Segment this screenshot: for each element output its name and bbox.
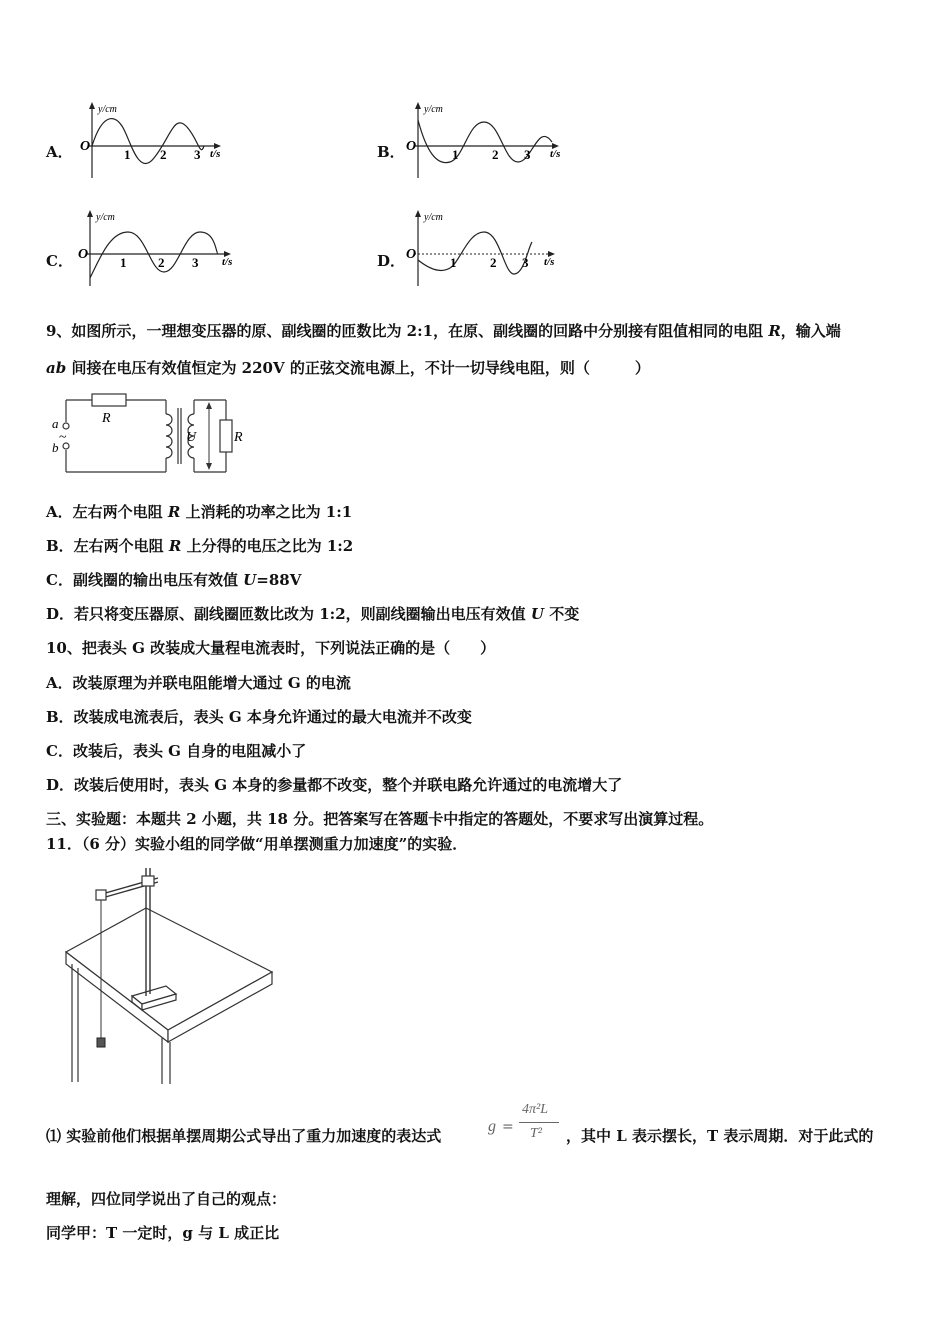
label-r1: R [102, 411, 111, 426]
q11-student-a: 同学甲：T 一定时，g 与 L 成正比 [46, 1224, 280, 1242]
formula-numerator: 4π²L [522, 1102, 548, 1117]
terminal-a [63, 423, 69, 429]
primary-resistor [92, 394, 126, 406]
label-a: a [52, 416, 59, 431]
pendulum-bob [97, 1038, 105, 1047]
q10-option-a: A．改装原理为并联电阻能增大通过 G 的电流 [46, 674, 351, 692]
option-text: D．若只将变压器原、副线圈匝数比改为 1:2，则副线圈输出电压有效值 [46, 605, 531, 623]
option-text-end: 上消耗的功率之比为 1:1 [180, 503, 353, 521]
y-axis-label: y/cm [96, 212, 115, 223]
wave-graph-b [404, 100, 574, 180]
option-text-end: 上分得的电压之比为 1:2 [181, 537, 354, 555]
q9-var-ab: ab [46, 359, 67, 377]
tick-3: 3 [194, 147, 201, 162]
tick-3: 3 [192, 255, 199, 270]
q10-option-b: B．改装成电流表后，表头 G 本身允许通过的最大电流并不改变 [46, 708, 472, 726]
q10-option-c: C．改装后，表头 G 自身的电阻减小了 [46, 742, 307, 760]
option-text: B．左右两个电阻 [46, 537, 169, 555]
y-axis-arrow [87, 210, 93, 217]
wave-graph-c [76, 208, 246, 288]
y-axis-arrow [89, 102, 95, 109]
q11-part1-line1 [46, 1125, 441, 1146]
y-axis-label: y/cm [424, 104, 443, 115]
tick-1: 1 [450, 255, 457, 270]
formula-g: g [488, 1118, 496, 1135]
q9-option-c [46, 569, 301, 590]
option-var: U [530, 605, 544, 623]
option-text-end: 不变 [543, 605, 580, 623]
wave-curve [418, 232, 532, 274]
q11-stem: 11．（6 分）实验小组的同学做“用单摆测重力加速度”的实验． [46, 835, 468, 853]
q9-stem-line2 [46, 357, 650, 378]
y-axis-arrow [415, 102, 421, 109]
x-axis-label: t/s [222, 256, 233, 268]
fraction-bar [519, 1122, 559, 1123]
option-text: C．副线圈的输出电压有效值 [46, 571, 244, 589]
tick-2: 2 [160, 147, 167, 162]
wave-graph-d [404, 208, 574, 288]
x-axis-label: t/s [210, 148, 221, 160]
origin-label: O [78, 247, 89, 262]
tick-3: 3 [524, 147, 531, 162]
q9-text: 9、如图所示，一理想变压器的原、副线圈的匝数比为 2:1，在原、副线圈的回路中分别接有阻值相同的电阻 [46, 322, 769, 340]
tick-2: 2 [492, 147, 499, 162]
q9-text-end: ，输入端 [780, 322, 841, 340]
tick-1: 1 [120, 255, 127, 270]
q9-option-b [46, 535, 353, 556]
clamp [142, 876, 154, 886]
origin-label: O [406, 139, 417, 154]
option-text: A．左右两个电阻 [46, 503, 168, 521]
q9-stem-line1 [46, 320, 841, 341]
q9-option-a [46, 501, 352, 522]
label-u: U [186, 430, 197, 445]
y-axis-label: y/cm [424, 212, 443, 223]
option-c-letter: C． [46, 252, 73, 270]
formula-denominator: T² [530, 1126, 542, 1141]
option-var: R [167, 503, 181, 521]
x-axis-label: t/s [544, 256, 555, 268]
ac-source-symbol: ~ [59, 430, 67, 445]
pendulum-apparatus-figure [62, 860, 277, 1088]
option-text-end: =88V [256, 571, 302, 589]
q11-text: ⑴ 实验前他们根据单摆周期公式导出了重力加速度的表达式 [46, 1127, 442, 1145]
y-axis-arrow [415, 210, 421, 217]
label-r2: R [234, 430, 243, 445]
secondary-resistor [220, 420, 232, 452]
primary-coil [166, 414, 172, 458]
y-axis-label: y/cm [98, 104, 117, 115]
q9-text: 间接在电压有效值恒定为 220V 的正弦交流电源上，不计一切导线电阻，则（ ） [66, 359, 650, 377]
wave-curve [418, 120, 552, 163]
q9-var-r: R [768, 322, 781, 340]
q10-stem: 10、把表头 G 改装成大量程电流表时，下列说法正确的是（ ） [46, 639, 496, 657]
wave-curve [92, 119, 204, 164]
tick-2: 2 [158, 255, 165, 270]
origin-label: O [406, 247, 417, 262]
q9-option-d [46, 603, 579, 624]
option-var: R [168, 537, 182, 555]
q10-option-d: D．改装后使用时，表头 G 本身的参量都不改变，整个并联电路允许通过的电流增大了 [46, 776, 623, 794]
wave-curve [90, 232, 218, 278]
option-b-letter: B． [377, 143, 405, 161]
origin-label: O [80, 139, 91, 154]
clamp [96, 890, 106, 900]
section-3-heading: 三、实验题：本题共 2 小题，共 18 分。把答案写在答题卡中指定的答题处，不要求写出演算过程。 [46, 810, 714, 828]
table-top [66, 908, 272, 1030]
label-b: b [52, 440, 59, 455]
option-d-letter: D． [377, 252, 406, 270]
tick-3: 3 [522, 255, 529, 270]
q11-part1-line2: 理解，四位同学说出了自己的观点： [46, 1190, 287, 1208]
tick-1: 1 [452, 147, 459, 162]
gravity-formula [488, 1102, 564, 1148]
formula-equals: = [502, 1119, 514, 1135]
tick-2: 2 [490, 255, 497, 270]
tick-1: 1 [124, 147, 131, 162]
transformer-circuit-diagram [46, 390, 256, 485]
q11-part1-line1-end: ，其中 L 表示摆长，T 表示周期．对于此式的 [566, 1127, 874, 1145]
option-a-letter: A． [46, 143, 73, 161]
x-axis-label: t/s [550, 148, 561, 160]
option-var: U [243, 571, 257, 589]
wave-graph-a [78, 100, 238, 180]
